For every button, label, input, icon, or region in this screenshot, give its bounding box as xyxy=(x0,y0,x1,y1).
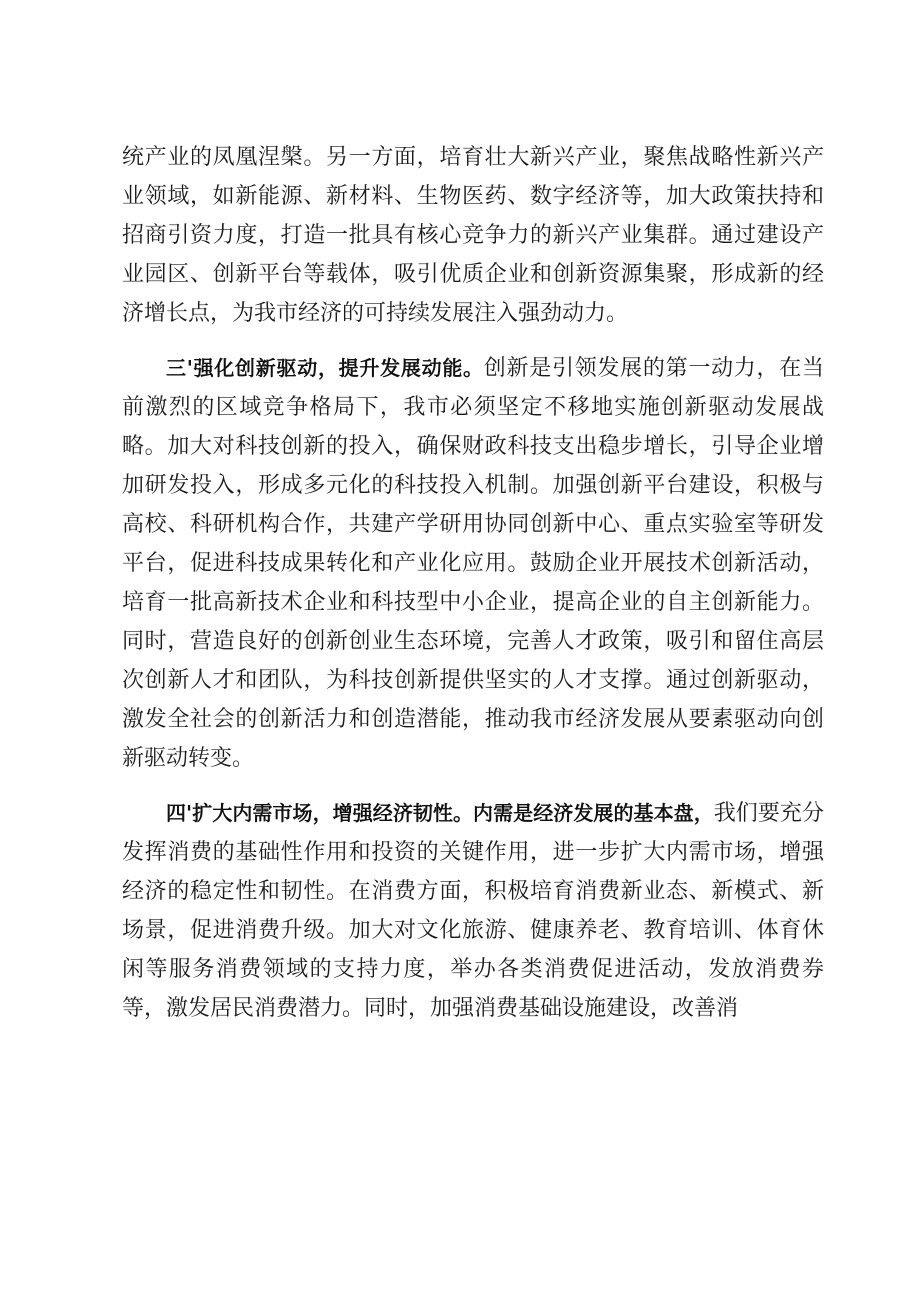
paragraph-continued xyxy=(122,138,824,333)
paragraph-1-text: 统产业的凤凰涅槃。另一方面，培育壮大新兴产业，聚焦战略性新兴产业领域，如新能源、新材料、生物医药、数字经济等，加大政策扶持和招商引资力度，打造一批具有核心竞争力的新兴产业集群。通过建设产业园区、创新平台等载体，吸引优质企业和创新资源集聚，形成新的经济增长点，为我市经济的可持续发展注入强劲动力。 xyxy=(122,145,824,326)
paragraph-section-3 xyxy=(122,349,824,778)
section-3-heading: 三'强化创新驱动，提升发展动能。 xyxy=(166,356,484,380)
section-4-body: 我们要充分发挥消费的基础性作用和投资的关键作用，进一步扩大内需市场，增强经济的稳定性和韧性。在消费方面，积极培育消费新业态、新模式、新场景，促进消费升级。加大对文化旅游、健康养老、教育培训、体育休闲等服务消费领域的支持力度，举办各类消费促进活动，发放消费券等，激发居民消费潜力。同时，加强消费基础设施建设，改善消 xyxy=(122,801,824,1021)
paragraph-section-4 xyxy=(122,794,824,1028)
section-4-heading: 四'扩大内需市场，增强经济韧性。内需是经济发展的基本盘， xyxy=(166,801,714,825)
document-body xyxy=(122,138,824,1028)
section-3-body: 创新是引领发展的第一动力，在当前激烈的区域竞争格局下，我市必须坚定不移地实施创新驱动发展战略。加大对科技创新的投入，确保财政科技支出稳步增长，引导企业增加研发投入，形成多元化的科技投入机制。加强创新平台建设，积极与高校、科研机构合作，共建产学研用协同创新中心、重点实验室等研发平台，促进科技成果转化和产业化应用。鼓励企业开展技术创新活动，培育一批高新技术企业和科技型中小企业，提高企业的自主创新能力。同时，营造良好的创新创业生态环境，完善人才政策，吸引和留住高层次创新人才和团队，为科技创新提供坚实的人才支撑。通过创新驱动，激发全社会的创新活力和创造潜能，推动我市经济发展从要素驱动向创新驱动转变。 xyxy=(122,356,824,771)
